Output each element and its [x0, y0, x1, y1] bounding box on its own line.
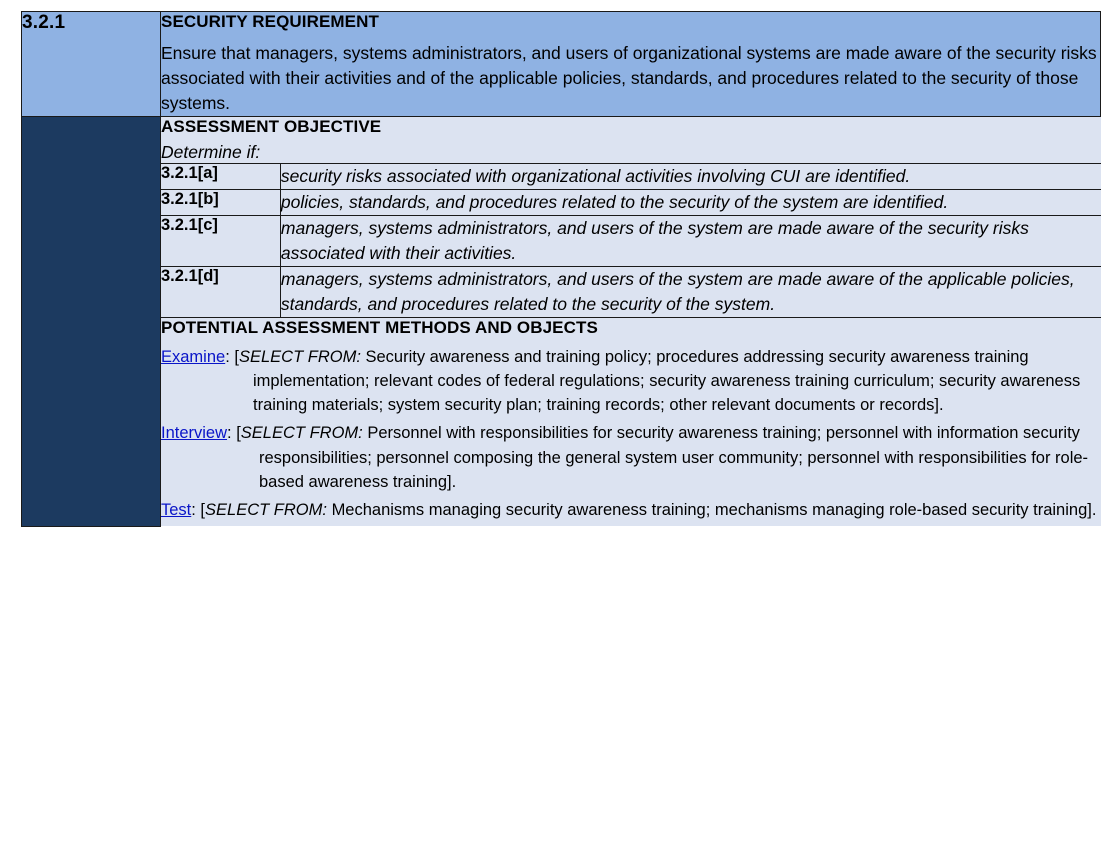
assessment-objective-header-cell [161, 117, 1101, 164]
examine-colon-bracket: : [ [225, 347, 239, 366]
interview-body: Personnel with responsibilities for security awareness training; personnel with information security responsibilities; personnel composing the general system user community; personnel with responsibilities for role-based awareness training]. [259, 424, 1089, 491]
test-link[interactable]: Test [161, 501, 192, 520]
requirement-body-cell [161, 12, 1101, 117]
examine-link[interactable]: Examine [161, 347, 226, 366]
requirement-detail-row [22, 116, 1101, 526]
requirement-id-cell: 3.2.1 [22, 12, 161, 117]
objective-text: policies, standards, and procedures related to the security of the system are identified. [280, 189, 1100, 215]
objective-text: security risks associated with organizational activities involving CUI are identified. [280, 163, 1100, 189]
assessment-methods-row [161, 317, 1101, 526]
objective-row [161, 266, 1101, 317]
assessment-methods-title: POTENTIAL ASSESSMENT METHODS AND OBJECTS [161, 317, 598, 337]
requirement-text: Ensure that managers, systems administrators, and users of organizational systems are made aware of the security risks associated with their activities and of the applicable policies, standards, and procedures related to the security of those systems. [161, 43, 1097, 113]
assessment-inner-table [161, 117, 1101, 527]
security-requirement-table [21, 11, 1101, 527]
method-interview-row [161, 421, 1101, 494]
requirement-section-title: SECURITY REQUIREMENT [161, 12, 379, 31]
select-from-label: SELECT FROM: [238, 347, 361, 366]
test-colon-bracket: : [ [191, 501, 206, 520]
objective-text: managers, systems administrators, and users of the system are made aware of the applicable policies, standards, and procedures related to the security of the system. [280, 266, 1100, 317]
navy-sidebar-block [22, 116, 161, 526]
objective-row [161, 215, 1101, 266]
examine-body: Security awareness and training policy; procedures addressing security awareness training implementation; relevant codes of federal regulations; security awareness training curriculum; security awareness training materials; system security plan; training records; other relevant documents or records]. [253, 347, 1081, 415]
objective-id: 3.2.1[a] [161, 163, 280, 189]
method-test-row [161, 498, 1101, 522]
assessment-objective-title: ASSESSMENT OBJECTIVE [161, 116, 382, 136]
test-body: Mechanisms managing security awareness training; mechanisms managing role-based security training]. [331, 501, 1097, 520]
determine-if-label: Determine if: [161, 141, 261, 162]
objective-row [161, 189, 1101, 215]
objective-text: managers, systems administrators, and users of the system are made aware of the security risks associated with their activities. [280, 215, 1100, 266]
select-from-label: SELECT FROM: [205, 501, 327, 520]
objective-id: 3.2.1[c] [161, 215, 280, 266]
select-from-label: SELECT FROM: [240, 424, 363, 443]
requirement-header-row [22, 12, 1101, 117]
assessment-objective-header-row [161, 117, 1101, 164]
objective-row [161, 163, 1101, 189]
assessment-methods-cell [161, 317, 1101, 526]
interview-colon-bracket: : [ [227, 424, 241, 443]
interview-link[interactable]: Interview [161, 424, 228, 443]
objective-id: 3.2.1[d] [161, 266, 280, 317]
method-examine-row [161, 345, 1101, 418]
detail-container-cell [161, 116, 1101, 526]
objective-id: 3.2.1[b] [161, 189, 280, 215]
